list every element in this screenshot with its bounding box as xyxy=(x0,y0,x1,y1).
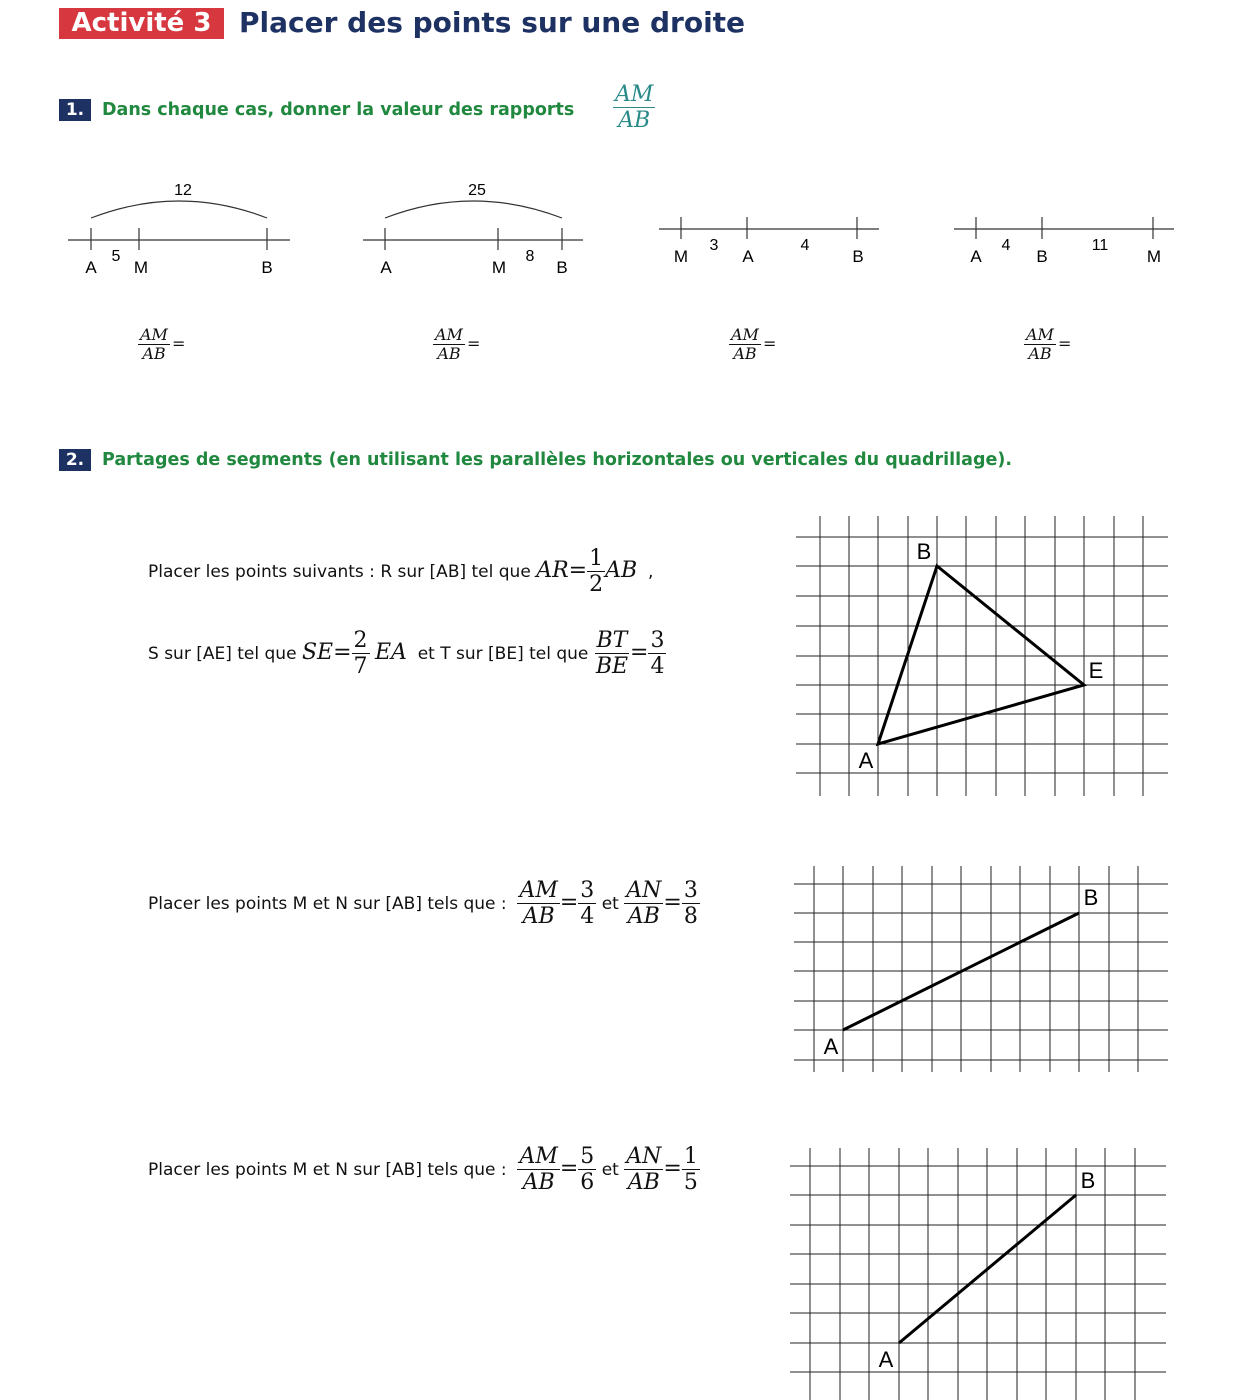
answer-field-2[interactable]: $\frac{AM}{AB}$ = xyxy=(435,325,481,364)
span-label: 12 xyxy=(174,182,192,199)
point-a-label: A xyxy=(858,748,874,773)
distance-label: 4 xyxy=(1001,237,1011,254)
question-1-ratio xyxy=(613,82,655,134)
number-line-2 xyxy=(363,182,583,277)
activity-badge: Activité 3 xyxy=(59,8,224,39)
distance-label: 4 xyxy=(800,237,810,254)
point-label: M xyxy=(1146,247,1162,266)
grid-triangle-abe xyxy=(790,510,1175,802)
point-b-label: B xyxy=(916,539,932,564)
question-1-number: 1. xyxy=(59,99,91,121)
point-label: A xyxy=(742,247,754,266)
ratio-denominator: AB xyxy=(618,108,651,134)
point-label: B xyxy=(556,258,568,277)
page-title: Placer des points sur une droite xyxy=(239,6,746,39)
gap-label: 5 xyxy=(111,248,121,265)
exercise-3-instruction: Placer les points M et N sur [AB] tels que : $\frac{AM}{AB}$ = $\frac{5}{6}$ et $\frac{AN}{AB}$ = $\frac{1}{5}$ xyxy=(148,1144,698,1196)
point-a-label: A xyxy=(878,1347,894,1372)
answer-field-4[interactable]: $\frac{AM}{AB}$ = xyxy=(1026,325,1072,364)
point-e-label: E xyxy=(1088,658,1104,683)
distance-label: 3 xyxy=(709,237,719,254)
triangle-abe xyxy=(878,566,1084,744)
point-label: B xyxy=(261,258,273,277)
exercise-2-instruction: Placer les points M et N sur [AB] tels que : $\frac{AM}{AB}$ = $\frac{3}{4}$ et $\frac{AN}{AB}$ = $\frac{3}{8}$ xyxy=(148,878,698,930)
point-label: M xyxy=(491,258,507,277)
number-line-4 xyxy=(954,217,1174,266)
question-2-number: 2. xyxy=(59,449,91,471)
point-a-label: A xyxy=(823,1034,839,1059)
number-line-diagrams xyxy=(0,170,1240,280)
number-line-1 xyxy=(68,182,290,277)
gap-label: 8 xyxy=(525,248,535,265)
grid-segment-ab-2 xyxy=(788,1144,1173,1400)
answer-field-1[interactable]: $\frac{AM}{AB}$ = xyxy=(140,325,186,364)
point-label: A xyxy=(380,258,392,277)
grid-segment-ab-1 xyxy=(790,860,1175,1078)
point-label: A xyxy=(970,247,982,266)
point-b-label: B xyxy=(1080,1168,1096,1193)
question-2-text: Partages de segments (en utilisant les parallèles horizontales ou verticales du quadrillage). xyxy=(102,450,1012,470)
number-line-3 xyxy=(659,217,879,266)
point-label: M xyxy=(133,258,149,277)
exercise-1-line-1: Placer les points suivants : R sur [AB] tel que AR= $\frac{1}{2}$ AB , xyxy=(148,546,654,598)
point-label: B xyxy=(852,247,864,266)
point-b-label: B xyxy=(1083,885,1099,910)
answer-field-3[interactable]: $\frac{AM}{AB}$ = xyxy=(731,325,777,364)
distance-label: 11 xyxy=(1091,237,1109,254)
exercise-1-line-2: S sur [AE] tel que SE= $\frac{2}{7}$ EA et T sur [BE] tel que $\frac{BT}{BE}$ = $\frac{3}{4}$ xyxy=(148,628,665,680)
point-label: A xyxy=(85,258,97,277)
point-label: M xyxy=(673,247,689,266)
span-label: 25 xyxy=(468,182,486,199)
point-label: B xyxy=(1036,247,1048,266)
question-1-text: Dans chaque cas, donner la valeur des rapports xyxy=(102,100,575,120)
ratio-numerator: AM xyxy=(615,82,654,107)
